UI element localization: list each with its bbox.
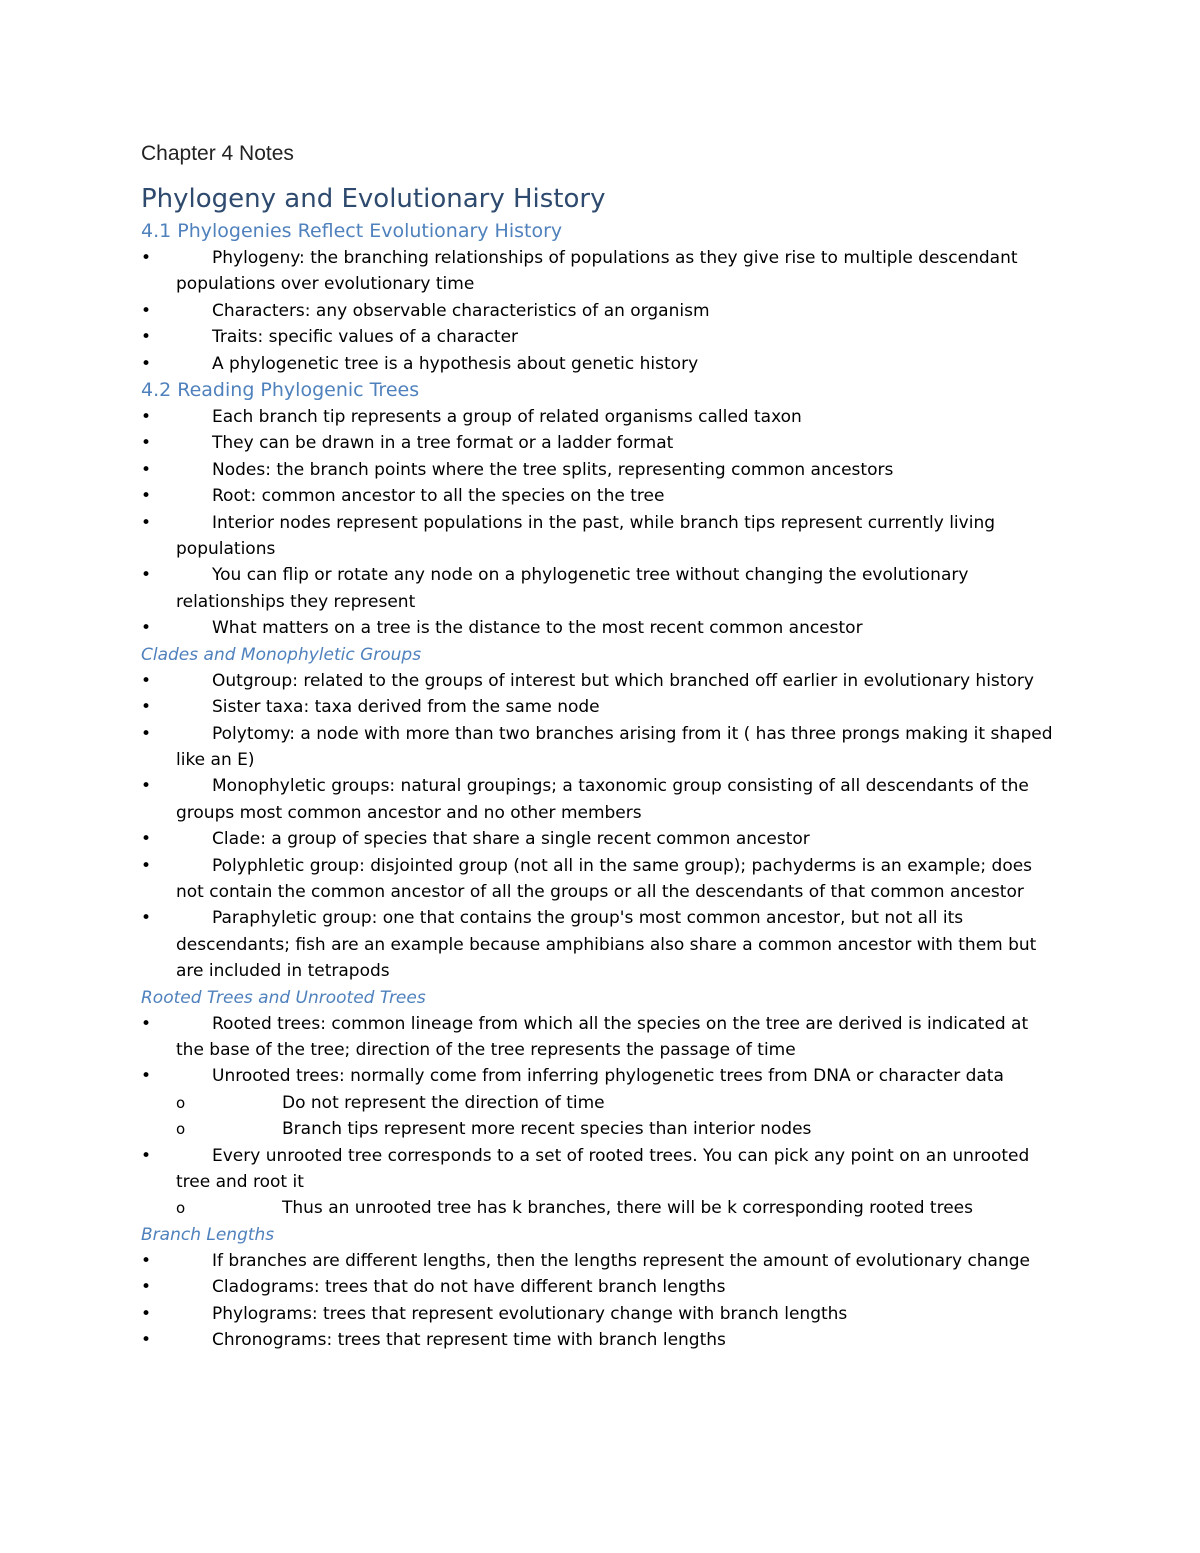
section-heading-4-1: 4.1 Phylogenies Reflect Evolutionary History: [141, 220, 563, 242]
bullet-icon: •: [141, 723, 152, 744]
list-item: • Unrooted trees: normally come from inferring phylogenetic trees from DNA or character data: [141, 1063, 1061, 1089]
bullet-icon: •: [141, 697, 152, 718]
sub-list-item: o Thus an unrooted tree has k branches, there will be k corresponding rooted trees: [141, 1195, 1061, 1221]
branch-lengths-list: [141, 1248, 1061, 1354]
list-item: • They can be drawn in a tree format or a ladder format: [141, 430, 1061, 456]
bullet-icon: •: [141, 1330, 152, 1351]
bullet-icon: •: [141, 618, 152, 639]
list-item: • Each branch tip represents a group of related organisms called taxon: [141, 404, 1061, 430]
list-item: • You can flip or rotate any node on a phylogenetic tree without changing the evolutionary relationships they represent: [141, 562, 1061, 615]
bullet-icon: •: [141, 248, 152, 268]
section-4-1-list: [141, 245, 1061, 377]
list-item: • Interior nodes represent populations in the past, while branch tips represent currently living populations: [141, 510, 1061, 563]
bullet-icon: •: [141, 1145, 152, 1166]
list-item: • Root: common ancestor to all the species on the tree: [141, 483, 1061, 509]
list-item: • Paraphyletic group: one that contains the group's most common ancestor, but not all its descendants; fish are an example because amphibians also share a common ancestor with them but are included in tetrapods: [141, 905, 1061, 984]
sub-bullet-icon: o: [176, 1120, 186, 1139]
list-item: • Cladograms: trees that do not have different branch lengths: [141, 1274, 1061, 1300]
bullet-icon: •: [141, 565, 152, 586]
list-item: • Chronograms: trees that represent time with branch lengths: [141, 1327, 1061, 1353]
rooted-list: [141, 1011, 1061, 1222]
bullet-icon: •: [141, 1303, 152, 1324]
sub-bullet-icon: o: [176, 1093, 186, 1112]
section-heading-branch-lengths: Branch Lengths: [141, 1224, 275, 1245]
bullet-icon: •: [141, 300, 152, 321]
bullet-icon: •: [141, 353, 152, 374]
bullet-icon: •: [141, 908, 152, 929]
bullet-icon: •: [141, 433, 152, 454]
bullet-icon: •: [141, 486, 152, 507]
bullet-icon: •: [141, 1277, 152, 1298]
list-item: • Sister taxa: taxa derived from the same node: [141, 694, 1061, 720]
bullet-icon: •: [141, 670, 152, 691]
list-item: • Clade: a group of species that share a single recent common ancestor: [141, 826, 1061, 852]
bullet-icon: •: [141, 512, 152, 533]
list-item: • Traits: specific values of a character: [141, 324, 1061, 350]
bullet-icon: •: [141, 855, 152, 876]
bullet-icon: •: [141, 459, 152, 480]
section-4-2-list: [141, 404, 1061, 642]
sub-list-item: o Do not represent the direction of time: [141, 1090, 1061, 1116]
bullet-icon: •: [141, 1250, 152, 1271]
sub-list-item: o Branch tips represent more recent species than interior nodes: [141, 1116, 1061, 1142]
list-item: • Polytomy: a node with more than two branches arising from it ( has three prongs making it shaped like an E): [141, 721, 1061, 774]
list-item: • If branches are different lengths, then the lengths represent the amount of evolutionary change: [141, 1248, 1061, 1274]
clades-list: [141, 668, 1061, 985]
bullet-icon: •: [141, 829, 152, 850]
bullet-icon: •: [141, 1066, 152, 1087]
list-item: • Phylogeny: the branching relationships of populations as they give rise to multiple descendant populations over evolutionary time: [141, 245, 1061, 298]
main-heading: Phylogeny and Evolutionary History: [141, 184, 606, 214]
document-title: Chapter 4 Notes: [141, 142, 294, 165]
sub-bullet-icon: o: [176, 1199, 186, 1218]
list-item: • Nodes: the branch points where the tree splits, representing common ancestors: [141, 457, 1061, 483]
bullet-icon: •: [141, 776, 152, 797]
section-heading-clades: Clades and Monophyletic Groups: [141, 644, 422, 665]
section-heading-rooted: Rooted Trees and Unrooted Trees: [141, 987, 426, 1008]
bullet-icon: •: [141, 1013, 152, 1034]
list-item: • What matters on a tree is the distance to the most recent common ancestor: [141, 615, 1061, 641]
list-item: • Polyphletic group: disjointed group (not all in the same group); pachyderms is an example; does not contain the common ancestor of all the groups or all the descendants of that common ancestor: [141, 853, 1061, 906]
list-item: • Characters: any observable characteristics of an organism: [141, 298, 1061, 324]
list-item: • A phylogenetic tree is a hypothesis about genetic history: [141, 351, 1061, 377]
section-heading-4-2: 4.2 Reading Phylogenic Trees: [141, 379, 420, 402]
list-item: • Every unrooted tree corresponds to a set of rooted trees. You can pick any point on an unrooted tree and root it: [141, 1143, 1061, 1196]
bullet-icon: •: [141, 327, 152, 348]
list-item: • Rooted trees: common lineage from which all the species on the tree are derived is indicated at the base of the tree; direction of the tree represents the passage of time: [141, 1011, 1061, 1064]
list-item: • Outgroup: related to the groups of interest but which branched off earlier in evolutionary history: [141, 668, 1061, 694]
list-item: • Phylograms: trees that represent evolutionary change with branch lengths: [141, 1301, 1061, 1327]
list-item: • Monophyletic groups: natural groupings; a taxonomic group consisting of all descendants of the groups most common ancestor and no other members: [141, 773, 1061, 826]
document-body: [141, 138, 1061, 1353]
bullet-icon: •: [141, 407, 152, 428]
